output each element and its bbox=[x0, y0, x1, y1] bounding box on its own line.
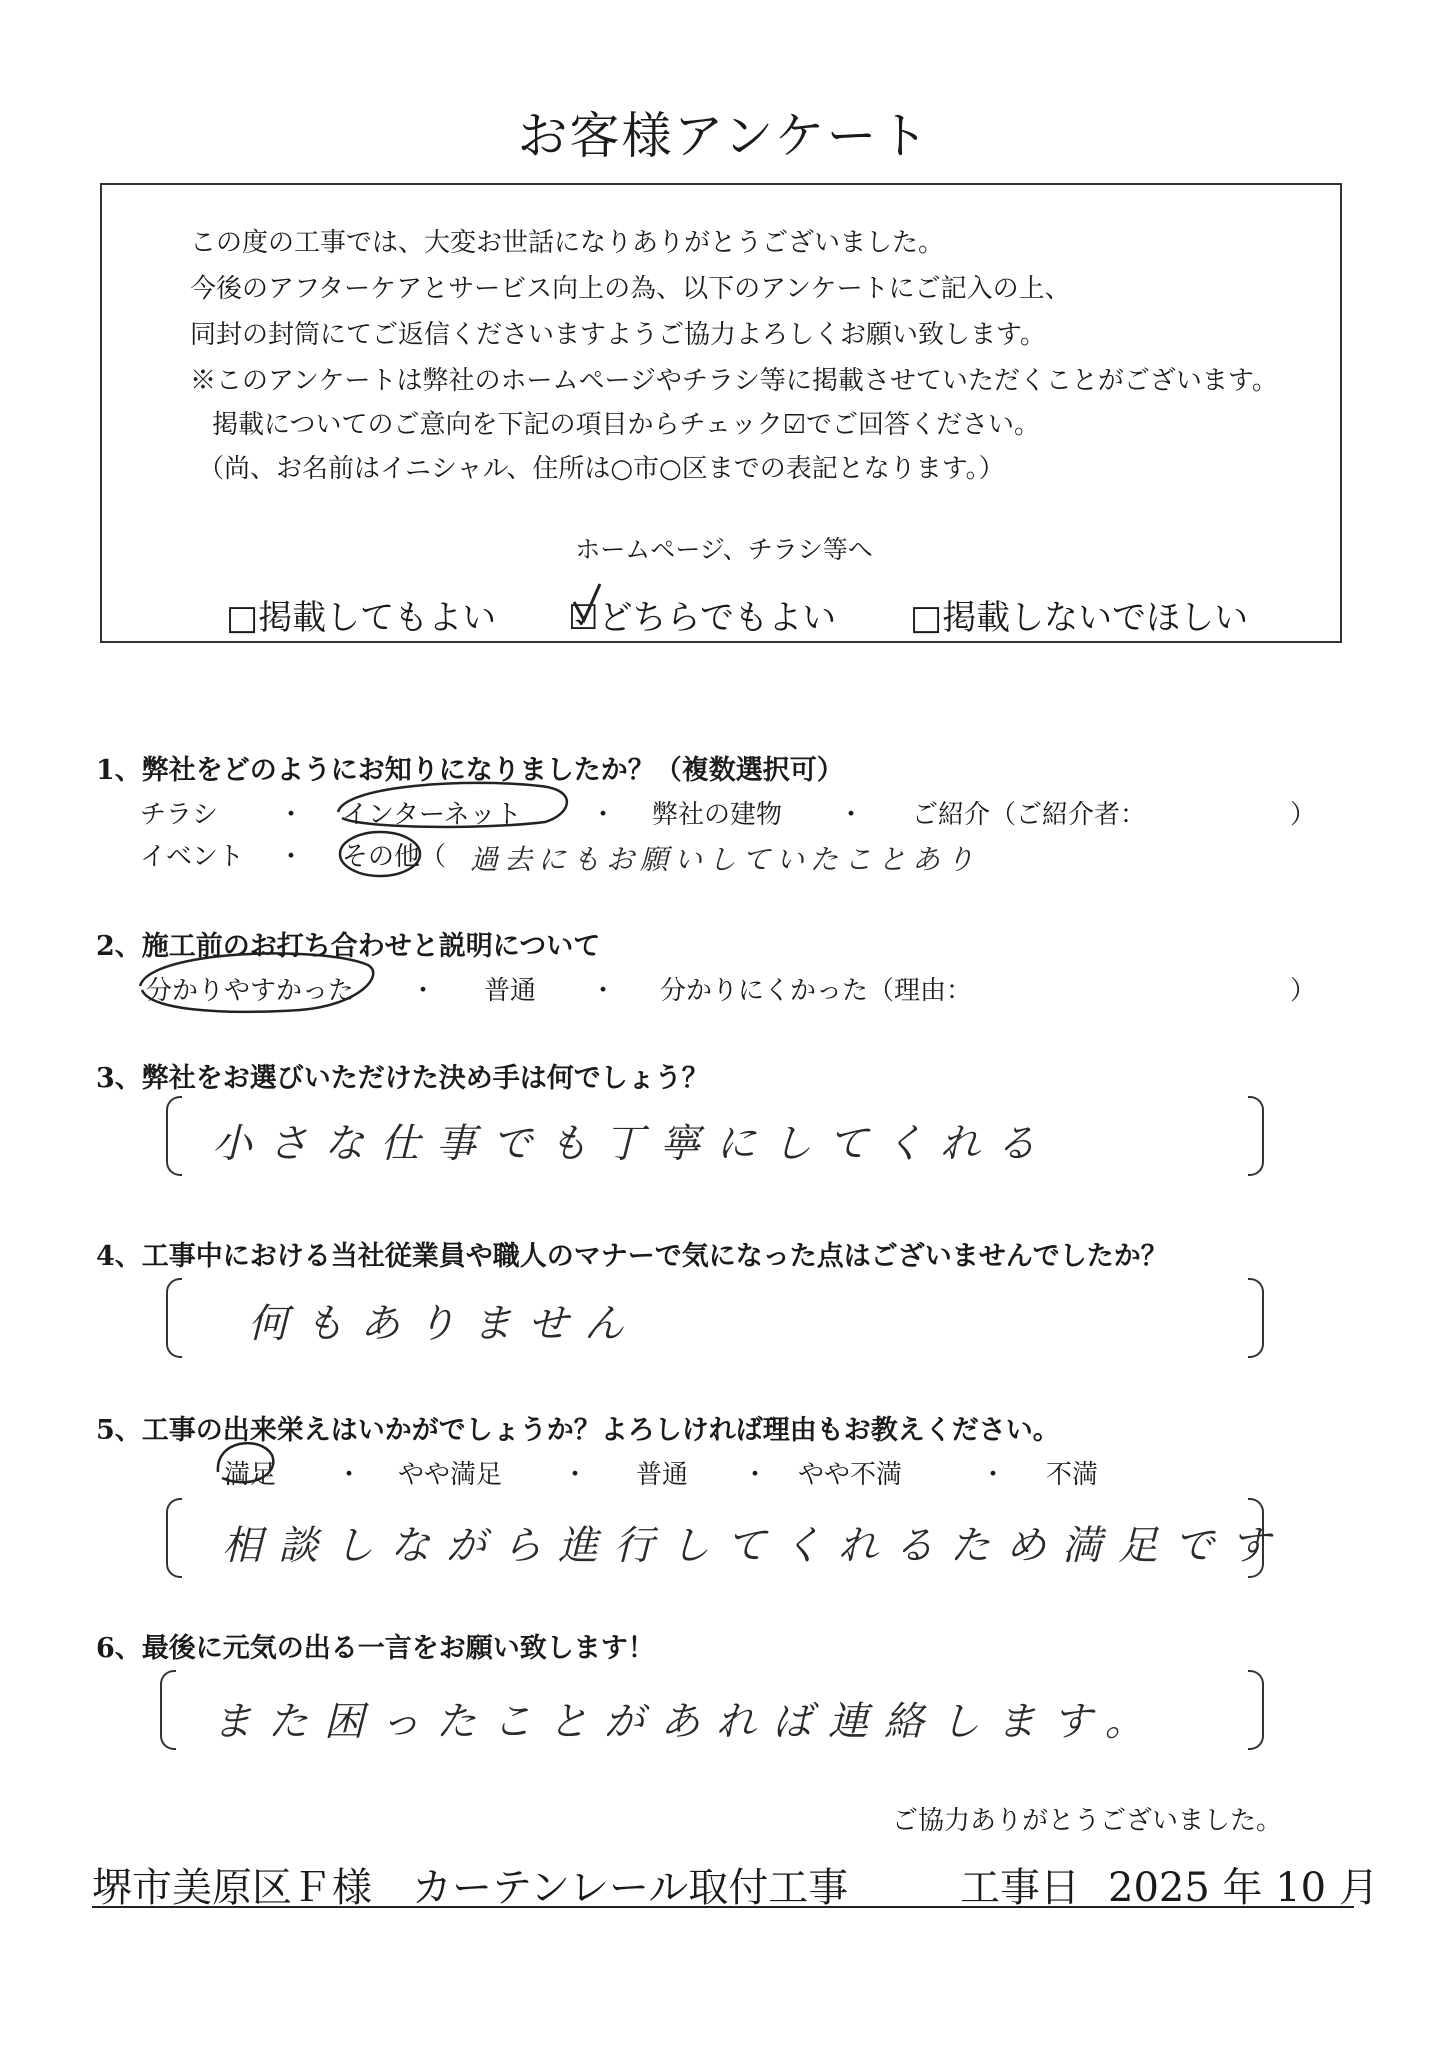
question-3: 3、弊社をお選びいただけた決め手は何でしょう？ bbox=[96, 1063, 709, 1094]
q5-answer: 相談しながら進行してくれるため満足です bbox=[222, 1523, 1286, 1569]
answer-bracket-left bbox=[166, 1278, 182, 1358]
answer-bracket-left bbox=[160, 1670, 176, 1750]
intro-line: ※このアンケートは弊社のホームページやチラシ等に掲載させていただくことがございます。 bbox=[190, 366, 1278, 396]
intro-line: この度の工事では、大変お世話になりありがとうございました。 bbox=[190, 228, 945, 258]
answer-bracket-right bbox=[1248, 1670, 1264, 1750]
intro-line: 同封の封筒にてご返信くださいますようご協力よろしくお願い致します。 bbox=[190, 320, 1046, 350]
footer-project: 堺市美原区Ｆ様 カーテンレール取付工事 bbox=[92, 1865, 849, 1911]
question-1: 1、弊社をどのようにお知りになりましたか？（複数選択可） bbox=[96, 755, 844, 786]
answer-bracket-left bbox=[166, 1498, 182, 1578]
q5-option-somewhat-satisfied[interactable]: やや満足 bbox=[398, 1460, 503, 1490]
q2-option-unclear[interactable]: 分かりにくかった（理由： bbox=[660, 976, 973, 1006]
separator: ・ bbox=[838, 800, 865, 830]
separator: ・ bbox=[562, 1460, 589, 1490]
question-4: 4、工事中における当社従業員や職人のマナーで気になった点はございませんでしたか？ bbox=[96, 1241, 1168, 1272]
separator: ・ bbox=[590, 976, 617, 1006]
closing-text: ご協力ありがとうございました。 bbox=[892, 1806, 1283, 1836]
q5-option-normal[interactable]: 普通 bbox=[636, 1460, 689, 1490]
q5-option-somewhat-unsatisfied[interactable]: やや不満 bbox=[798, 1460, 903, 1490]
q4-answer: 何もありません bbox=[248, 1301, 640, 1347]
q6-answer: また困ったことがあれば連絡します。 bbox=[212, 1699, 1161, 1745]
intro-line: （尚、お名前はイニシャル、住所は○市○区までの表記となります。） bbox=[198, 454, 1005, 484]
separator: ・ bbox=[590, 800, 617, 830]
consent-option-deny[interactable]: □掲載しないでほしい bbox=[910, 598, 1249, 638]
separator: ・ bbox=[742, 1460, 769, 1490]
separator: ・ bbox=[980, 1460, 1007, 1490]
intro-line: 掲載についてのご意向を下記の項目からチェック☑でご回答ください。 bbox=[212, 410, 1041, 440]
q1-option-event[interactable]: イベント bbox=[140, 842, 245, 872]
footer-underline bbox=[92, 1906, 1354, 1908]
question-6: 6、最後に元気の出る一言をお願い致します！ bbox=[96, 1633, 655, 1664]
separator: ・ bbox=[336, 1460, 363, 1490]
separator: ・ bbox=[278, 800, 305, 830]
q3-answer: 小さな仕事でも丁寧にしてくれる bbox=[212, 1121, 1052, 1167]
separator: ・ bbox=[278, 842, 305, 872]
answer-bracket-left bbox=[166, 1096, 182, 1176]
q1-option-internet[interactable]: インターネット bbox=[342, 800, 522, 830]
paren-close: ） bbox=[1290, 976, 1317, 1006]
page-title: お客様アンケート bbox=[517, 107, 931, 165]
q1-option-building[interactable]: 弊社の建物 bbox=[652, 800, 783, 830]
intro-line: 今後のアフターケアとサービス向上の為、以下のアンケートにご記入の上、 bbox=[190, 274, 1071, 304]
q2-option-normal[interactable]: 普通 bbox=[484, 976, 537, 1006]
separator: ・ bbox=[410, 976, 437, 1006]
q1-option-referral[interactable]: ご紹介（ご紹介者： bbox=[912, 800, 1147, 830]
q1-option-other[interactable]: その他（ bbox=[342, 842, 447, 872]
question-2: 2、施工前のお打ち合わせと説明について bbox=[96, 931, 601, 962]
q1-option-flyer[interactable]: チラシ bbox=[140, 800, 219, 830]
question-5: 5、工事の出来栄えはいかがでしょうか？よろしければ理由もお教えください。 bbox=[96, 1415, 1060, 1446]
consent-option-either[interactable]: ☑どちらでもよい bbox=[568, 598, 837, 638]
answer-bracket-right bbox=[1248, 1096, 1264, 1176]
consent-option-allow[interactable]: □掲載してもよい bbox=[226, 598, 497, 638]
q2-option-clear[interactable]: 分かりやすかった bbox=[146, 976, 355, 1006]
q5-option-satisfied[interactable]: 満足 bbox=[224, 1460, 277, 1490]
paren-close: ） bbox=[1290, 800, 1317, 830]
footer-date-value: 2025 年 10 月 bbox=[1108, 1865, 1379, 1911]
q1-other-answer: 過去にもお願いしていたことあり bbox=[470, 843, 981, 876]
q5-option-unsatisfied[interactable]: 不満 bbox=[1046, 1460, 1099, 1490]
consent-heading: ホームページ、チラシ等へ bbox=[575, 535, 873, 564]
footer-date-label: 工事日 bbox=[960, 1865, 1080, 1911]
answer-bracket-right bbox=[1248, 1278, 1264, 1358]
